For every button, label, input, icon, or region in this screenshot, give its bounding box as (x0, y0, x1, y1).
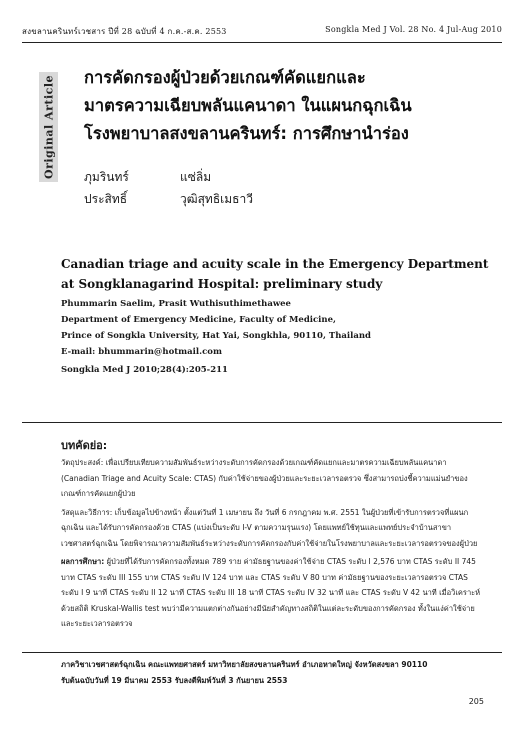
english-title-line: at Songklanagarind Hospital: preliminary study (61, 277, 383, 291)
affiliation-line: Prince of Songkla University, Hat Yai, Songkhla, 90110, Thailand (61, 331, 371, 341)
thai-author (84, 190, 253, 209)
footnote-dates: รับต้นฉบับวันที่ 19 มีนาคม 2553 รับลงตีพิมพ์วันที่ 3 กันยายน 2553 (61, 676, 288, 685)
author-given-name: ประสิทธิ์ (84, 192, 128, 206)
abstract-paragraph (61, 505, 485, 552)
author-names: Phummarin Saelim, Prasit Wuthisuthimethawee (61, 299, 291, 309)
header-journal-thai: สงขลานครินทร์เวชสาร ปีที่ 28 ฉบับที่ 4 ก.ค.-ส.ค. 2553 (22, 27, 227, 36)
author-given-name: ภุมรินทร์ (84, 170, 129, 184)
author-family-name: วุฒิสุทธิเมธาวี (180, 192, 253, 206)
thai-title-line: มาตรความเฉียบพลันแคนาดา ในแผนกฉุกเฉิน (84, 96, 412, 115)
thai-title-line: โรงพยาบาลสงขลานครินทร์: การศึกษานำร่อง (84, 124, 409, 143)
abstract-text: ผู้ป่วยที่ได้รับการคัดกรองทั้งหมด 789 ราย ค่ามัธยฐานของค่าใช้จ่าย CTAS ระดับ I 2,576 บาท CTAS ระดับ II 745 บาท CTAS ระดับ III 155 บาท CTAS ระดับ IV 124 บาท และ CTAS ระดับ V 80 บาท ค่ามัธยฐานของระยะเวลารอตรวจ CTAS ระดับ I 9 นาที CTAS ระดับ II 12 นาที CTAS ระดับ III 18 นาที CTAS ระดับ IV 32 นาที และ CTAS ระดับ V 42 นาที เมื่อวิเคราะห์ด้วยสถิติ Kruskal-Wallis test พบว่ามีความแตกต่างกันอย่างมีนัยสำคัญทางสถิติในแต่ละระดับของการคัดกรอง ทั้งในแง่ค่าใช้จ่ายและระยะเวลารอตรวจ (61, 557, 481, 628)
header-journal-english: Songkla Med J Vol. 28 No. 4 Jul-Aug 2010 (325, 25, 502, 34)
english-authors (61, 296, 371, 360)
abstract-text: วัสดุและวิธีการ: เก็บข้อมูลไปข้างหน้า ตั้งแต่วันที่ 1 เมษายน ถึง วันที่ 6 กรกฎาคม พ.ศ. 2551 ในผู้ป่วยที่เข้ารับการตรวจที่แผนกฉุกเฉิน และได้รับการคัดกรองด้วย CTAS (แบ่งเป็นระดับ I-V ตามความรุนแรง) โดยแพทย์ใช้ทุนและแพทย์ประจำบ้านสาขาเวชศาสตร์ฉุกเฉิน โดยพิจารณาความสัมพันธ์ระหว่างระดับการคัดกรองกับค่าใช้จ่ายในโรงพยาบาลและระยะเวลารอตรวจของผู้ป่วย (61, 507, 478, 548)
article-type-label: Original Article (42, 74, 55, 180)
abstract-paragraph (61, 455, 485, 502)
article-type-tab (39, 72, 58, 182)
footnote (61, 657, 485, 689)
english-title (61, 254, 501, 294)
abstract-body (61, 455, 485, 635)
thai-title (84, 64, 484, 148)
abstract-paragraph (61, 554, 485, 632)
abstract-text: วัตถุประสงค์: เพื่อเปรียบเทียบความสัมพันธ์ระหว่างระดับการคัดกรองด้วยเกณฑ์คัดแยกและมาตรความเฉียบพลันแคนาดา (Canadian Triage and Acuity Scale: CTAS) กับค่าใช้จ่ายของผู้ป่วยและระยะเวลารอตรวจ ซึ่งสามารถบ่งชี้ความแม่นยำของเกณฑ์การคัดแยกผู้ป่วย (61, 458, 468, 498)
footnote-affiliation: ภาควิชาเวชศาสตร์ฉุกเฉิน คณะแพทยศาสตร์ มหาวิทยาลัยสงขลานครินทร์ อำเภอหาดใหญ่ จังหวัดสงขลา 90110 (61, 660, 428, 669)
section-rule (22, 422, 502, 423)
thai-author (84, 168, 211, 187)
author-family-name: แซ่ลิ่ม (180, 170, 212, 184)
email-line: E-mail: bhummarin@hotmail.com (61, 347, 222, 357)
header-rule (22, 42, 502, 43)
citation-line: Songkla Med J 2010;28(4):205-211 (61, 365, 228, 375)
abstract-label: ผลการศึกษา: (61, 557, 105, 566)
english-title-line: Canadian triage and acuity scale in the Emergency Department (61, 257, 489, 271)
footnote-rule (22, 652, 502, 653)
thai-title-line: การคัดกรองผู้ป่วยด้วยเกณฑ์คัดแยกและ (84, 68, 366, 87)
affiliation-line: Department of Emergency Medicine, Faculty of Medicine, (61, 315, 336, 325)
page-number: 205 (468, 697, 484, 706)
abstract-heading: บทคัดย่อ: (61, 439, 108, 452)
